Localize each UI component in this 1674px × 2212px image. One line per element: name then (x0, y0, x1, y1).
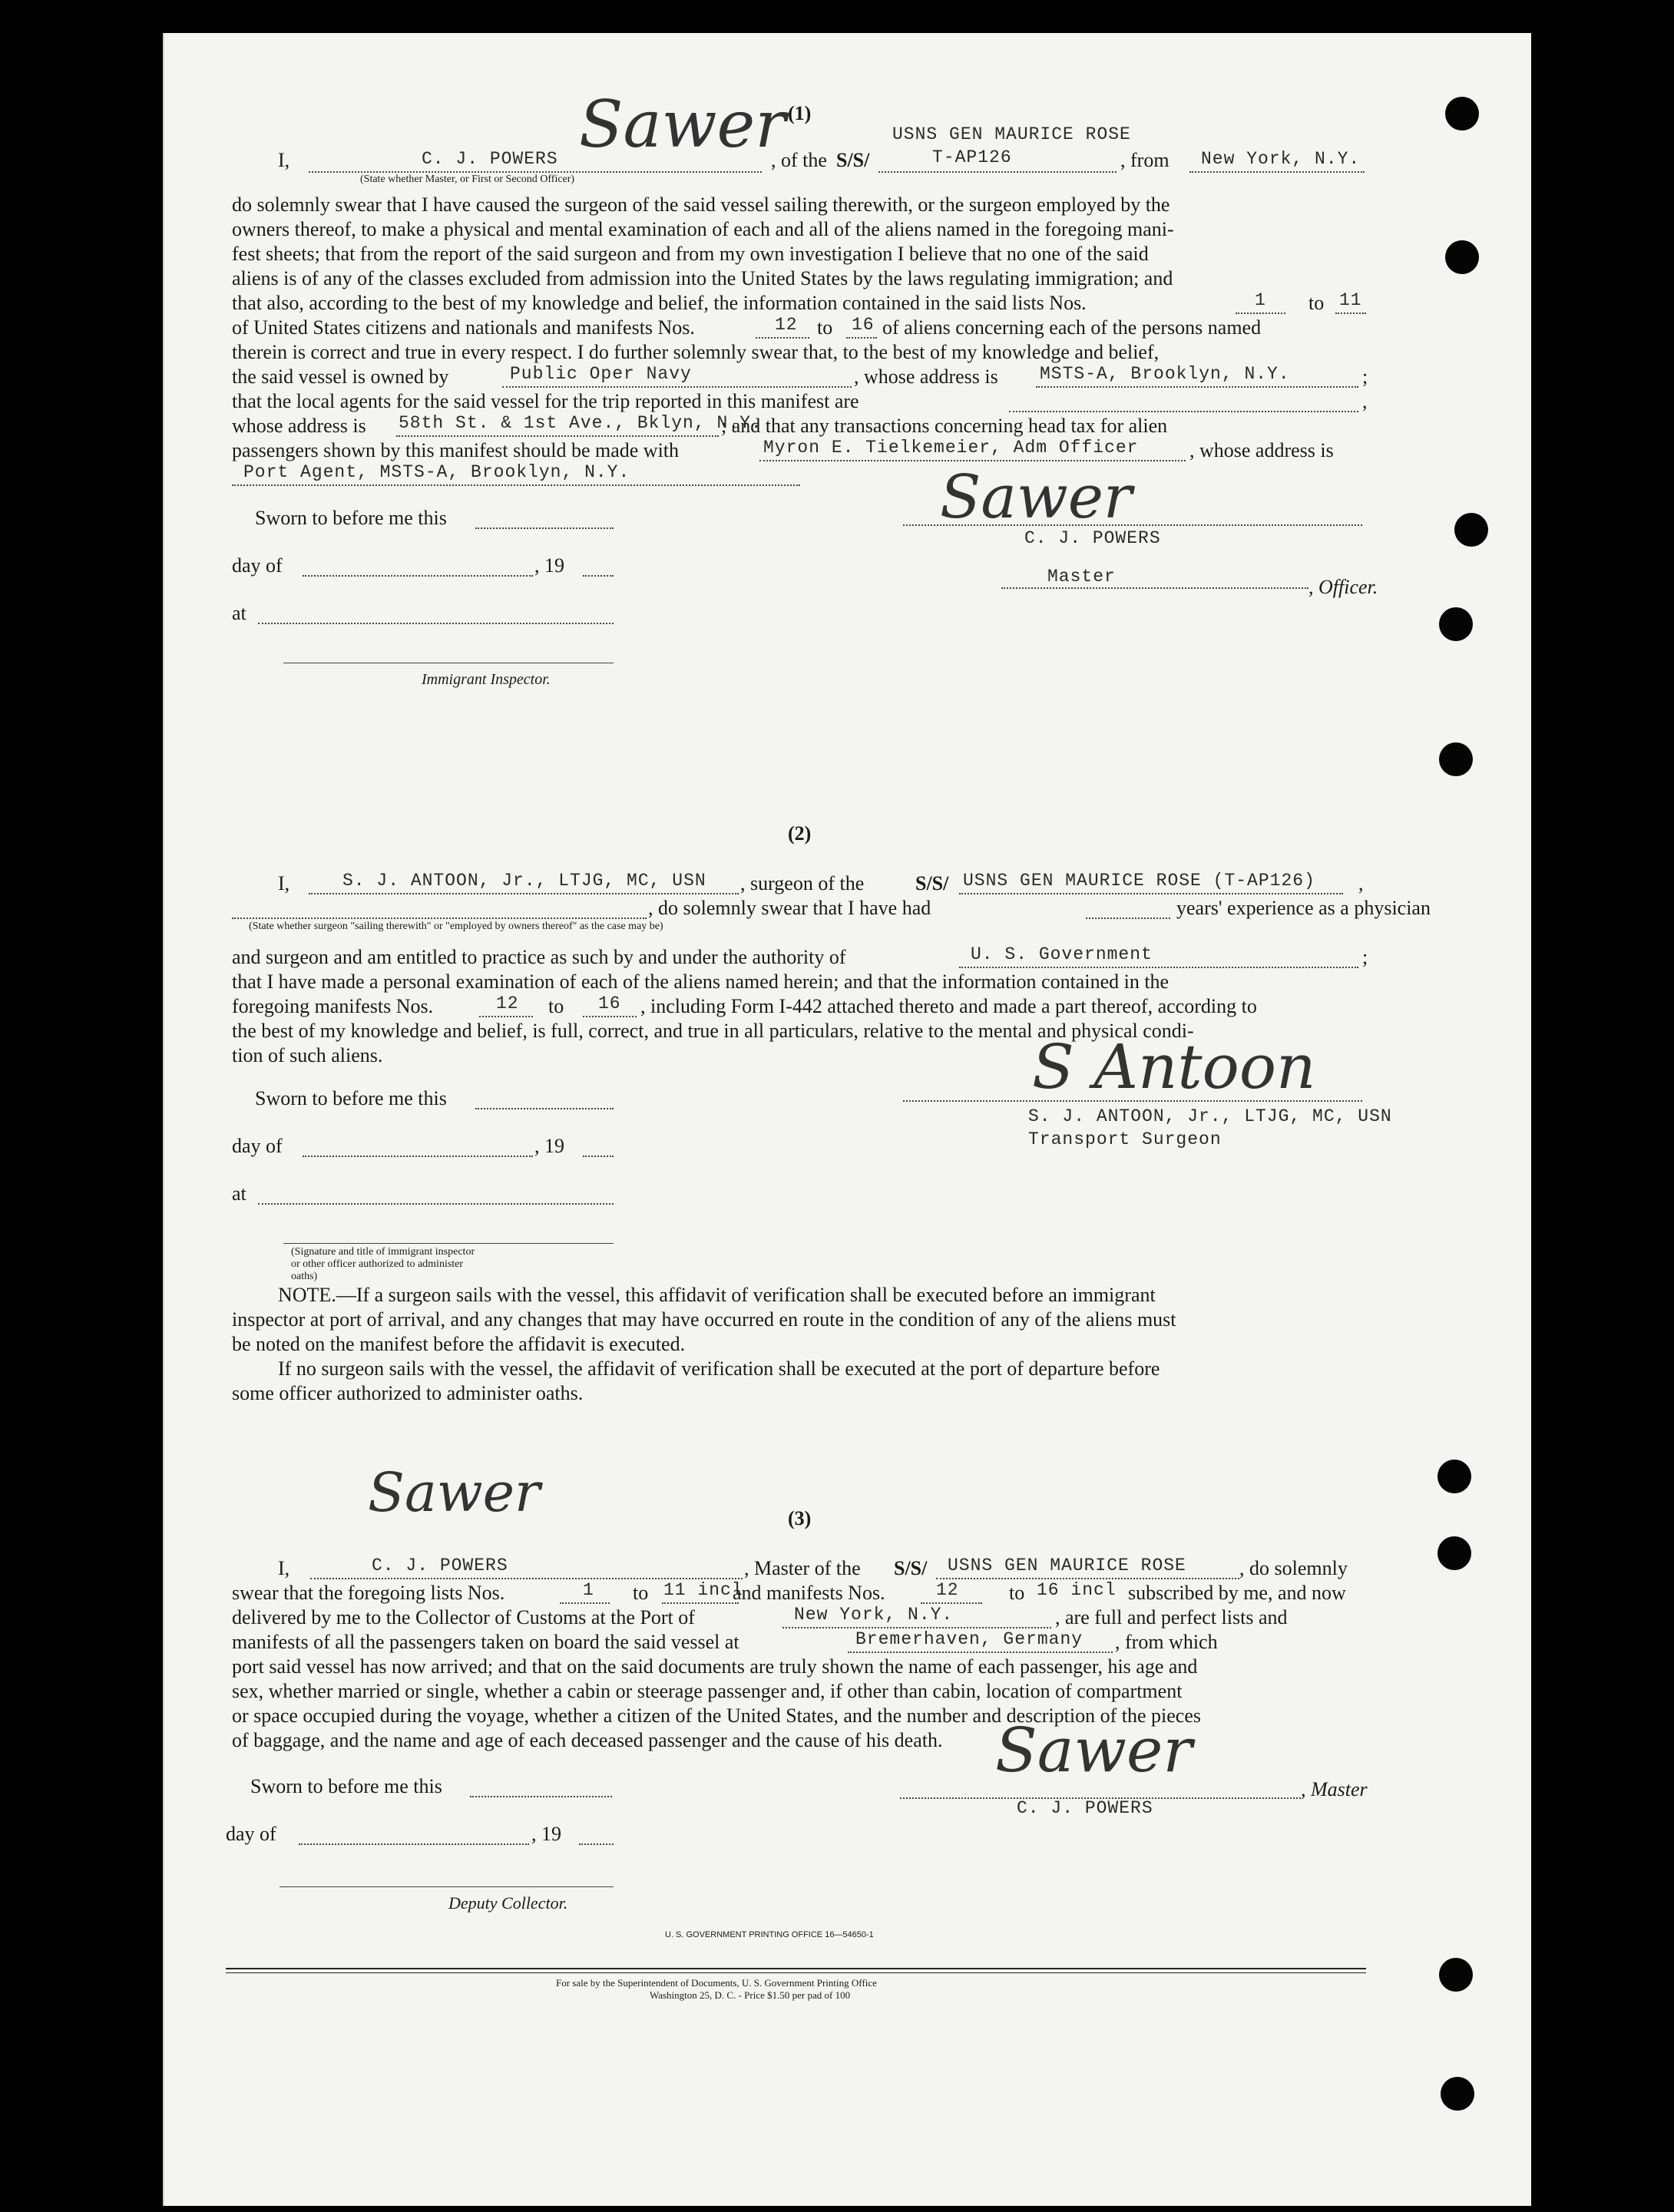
arrival-port: New York, N.Y. (794, 1605, 954, 1625)
section-1-i: I, (278, 149, 290, 171)
oath-line: that also, according to the best of my knowledge and belief, the information contained in the said lists Nos. (232, 292, 1087, 314)
oath-line: sex, whether married or single, whether a cabin or steerage passenger and, if other than cabin, location of compartment (232, 1680, 1183, 1702)
agent-address: 58th St. & 1st Ave., Bklyn, N.Y. (399, 413, 763, 433)
ss-label: S/S/ (894, 1557, 928, 1579)
punch-hole (1454, 513, 1488, 547)
surgeon-signer-title: Transport Surgeon (1028, 1129, 1222, 1149)
to-label: to (633, 1582, 649, 1604)
to-label: to (1308, 292, 1325, 314)
of-the-label: , of the (771, 149, 827, 171)
section-3-number: (3) (788, 1507, 812, 1529)
oath-line: ; (1362, 365, 1368, 388)
section-2-number: (2) (788, 822, 812, 845)
year-label: , 19 (534, 554, 564, 577)
punch-hole (1437, 1460, 1471, 1493)
oath-line: of aliens concerning each of the persons named (882, 316, 1262, 339)
day-of-label: day of (232, 1135, 283, 1157)
sale-notice: For sale by the Superintendent of Documents, U. S. Government Printing Office (556, 1977, 877, 1989)
at-label: at (232, 602, 246, 624)
surgeon-signer-name: S. J. ANTOON, Jr., LTJG, MC, USN (1028, 1106, 1392, 1126)
note-line: inspector at port of arrival, and any changes that may have occurred en route in the condition of any of the aliens must (232, 1308, 1176, 1331)
list-number: 1 (583, 1580, 594, 1600)
vessel-name-1: USNS GEN MAURICE ROSE (892, 124, 1131, 144)
oath-line: and manifests Nos. (733, 1582, 885, 1604)
list-number: 1 (1255, 290, 1266, 310)
list-number: 11 incl (663, 1580, 743, 1600)
punch-hole (1445, 97, 1479, 131)
oath-line: , whose address is (1189, 439, 1334, 461)
surgeon-note: (State whether surgeon "sailing therewith" or "employed by owners thereof" as the case may be) (249, 921, 663, 932)
oath-line: that the local agents for the said vessel for the trip reported in this manifest are (232, 390, 859, 412)
from-label: , from (1120, 149, 1169, 171)
punch-hole (1439, 607, 1473, 641)
punch-hole (1439, 742, 1473, 776)
signer-name: C. J. POWERS (1024, 528, 1161, 548)
oath-line: port said vessel has now arrived; and that on the said documents are truly shown the name of each passenger, his age and (232, 1655, 1198, 1678)
administering-officer-note: (Signature and title of immigrant inspector or other officer authorized to administer oaths) (291, 1246, 475, 1282)
to-label: to (817, 316, 833, 339)
to-label: to (548, 995, 564, 1017)
manifest-page (163, 33, 1531, 2206)
oath-line: ; and that any transactions concerning head tax for alien (721, 415, 1168, 437)
manifest-number: 16 (852, 315, 875, 335)
master-of-label: , Master of the (744, 1557, 861, 1579)
oath-line: , (1362, 390, 1368, 412)
master-signature-1: Sawer (579, 87, 786, 162)
officer-note: (State whether Master, or First or Second Officer) (360, 174, 575, 185)
oath-line: delivered by me to the Collector of Customs at the Port of (232, 1606, 695, 1628)
sale-price: Washington 25, D. C. - Price $1.50 per pad of 100 (650, 1989, 851, 2001)
manifest-number: 16 (598, 994, 621, 1013)
surgeon-signature: S Antoon (1032, 1031, 1316, 1103)
oath-line: , do solemnly (1239, 1557, 1348, 1579)
oath-line: therein is correct and true in every respect. I do further solemnly swear that, to the best of my knowledge and belief, (232, 341, 1160, 363)
sworn-label: Sworn to before me this (250, 1775, 442, 1797)
oath-line: manifests of all the passengers taken on board the said vessel at (232, 1631, 739, 1653)
practice-authority: U. S. Government (971, 944, 1153, 964)
oath-line: tion of such aliens. (232, 1044, 383, 1066)
note-line: If no surgeon sails with the vessel, the affidavit of verification shall be executed at the port of departure before (278, 1357, 1160, 1380)
to-label: to (1009, 1582, 1025, 1604)
section-1-number: (1) (788, 102, 812, 124)
master-label: , Master (1301, 1778, 1368, 1800)
master-signature-4: Sawer (995, 1714, 1193, 1786)
vessel-name-3: USNS GEN MAURICE ROSE (948, 1556, 1186, 1576)
manifest-number: 12 (936, 1580, 959, 1600)
ss-label: S/S/ (836, 149, 870, 171)
oath-line: foregoing manifests Nos. (232, 995, 434, 1017)
oath-line: owners thereof, to make a physical and mental examination of each and all of the aliens named in the foregoing mani- (232, 218, 1174, 240)
surgeon-of-label: , surgeon of the (740, 872, 865, 894)
note-line: be noted on the manifest before the affidavit is executed. (232, 1333, 686, 1355)
at-label: at (232, 1182, 246, 1205)
punch-hole (1445, 240, 1479, 274)
day-of-label: day of (232, 554, 283, 577)
day-of-label: day of (226, 1823, 276, 1845)
manifest-number: 12 (775, 315, 798, 335)
punch-hole (1437, 1536, 1471, 1570)
head-tax-address: Port Agent, MSTS-A, Brooklyn, N.Y. (243, 462, 630, 482)
section-3-i: I, (278, 1557, 290, 1579)
embarkation-port: Bremerhaven, Germany (855, 1629, 1083, 1649)
oath-line: passengers shown by this manifest should be made with (232, 439, 680, 461)
immigrant-inspector-label: Immigrant Inspector. (422, 671, 551, 688)
gpo-imprint: U. S. GOVERNMENT PRINTING OFFICE 16—54650-1 (665, 1930, 874, 1939)
punch-hole (1439, 1958, 1473, 1992)
oath-line: , (1358, 872, 1364, 894)
signer-title: Master (1047, 567, 1116, 587)
oath-line: subscribed by me, and now (1128, 1582, 1346, 1604)
oath-line: do solemnly swear that I have caused the surgeon of the said vessel sailing therewith, or the surgeon employed by the (232, 193, 1170, 216)
owner-address: MSTS-A, Brooklyn, N.Y. (1040, 364, 1290, 384)
oath-line: of United States citizens and nationals and manifests Nos. (232, 316, 695, 339)
oath-line: years' experience as a physician (1176, 897, 1431, 919)
oath-line: , from which (1115, 1631, 1218, 1653)
oath-line: , are full and perfect lists and (1055, 1606, 1288, 1628)
ss-label: S/S/ (915, 872, 949, 894)
sworn-label: Sworn to before me this (255, 1087, 447, 1109)
oath-line: ; (1362, 946, 1368, 968)
oath-line: aliens is of any of the classes excluded from admission into the United States by the laws regulating immigration; and (232, 267, 1173, 289)
oath-line: , whose address is (854, 365, 998, 388)
oath-line: or space occupied during the voyage, whether a citizen of the United States, and the number and description of the pieces (232, 1704, 1202, 1727)
manifest-number: 12 (496, 994, 519, 1013)
oath-line: the best of my knowledge and belief, is full, correct, and true in all particulars, relative to the mental and physical condi- (232, 1020, 1194, 1042)
oath-line: the said vessel is owned by (232, 365, 449, 388)
oath-line: fest sheets; that from the report of the said surgeon and from my own investigation I believe that no one of the said (232, 243, 1149, 265)
oath-line: of baggage, and the name and age of each deceased passenger and the cause of his death. (232, 1729, 943, 1751)
section-2-i: I, (278, 872, 290, 894)
officer-label: , Officer. (1308, 576, 1378, 598)
surgeon-vessel: USNS GEN MAURICE ROSE (T-AP126) (963, 871, 1315, 891)
deputy-collector-label: Deputy Collector. (448, 1893, 568, 1913)
oath-line: and surgeon and am entitled to practice as such by and under the authority of (232, 946, 846, 968)
master-signer-name: C. J. POWERS (1017, 1798, 1153, 1818)
manifest-number: 16 incl (1037, 1580, 1117, 1600)
master-name-3: C. J. POWERS (372, 1556, 508, 1576)
master-signature-3: Sawer (368, 1461, 541, 1524)
oath-line: that I have made a personal examination of each of the aliens named herein; and that the information contained in the (232, 970, 1169, 993)
head-tax-contact: Myron E. Tielkemeier, Adm Officer (763, 438, 1139, 458)
master-name: C. J. POWERS (422, 149, 558, 169)
master-signature-2: Sawer (940, 463, 1133, 532)
vessel-designation: T-AP126 (932, 147, 1012, 167)
year-label: , 19 (531, 1823, 561, 1845)
year-label: , 19 (534, 1135, 564, 1157)
note-line: some officer authorized to administer oaths. (232, 1382, 584, 1404)
oath-line: , do solemnly swear that I have had (648, 897, 931, 919)
oath-line: swear that the foregoing lists Nos. (232, 1582, 505, 1604)
vessel-owner: Public Oper Navy (510, 364, 692, 384)
surgeon-name: S. J. ANTOON, Jr., LTJG, MC, USN (342, 871, 706, 891)
list-number: 11 (1339, 290, 1362, 310)
from-place: New York, N.Y. (1201, 149, 1361, 169)
oath-line: , including Form I-442 attached thereto and made a part thereof, according to (640, 995, 1257, 1017)
oath-line: whose address is (232, 415, 366, 437)
sworn-label: Sworn to before me this (255, 507, 447, 529)
punch-hole (1441, 2077, 1474, 2111)
note-line: NOTE.—If a surgeon sails with the vessel, this affidavit of verification shall be executed before an immigrant (278, 1284, 1156, 1306)
